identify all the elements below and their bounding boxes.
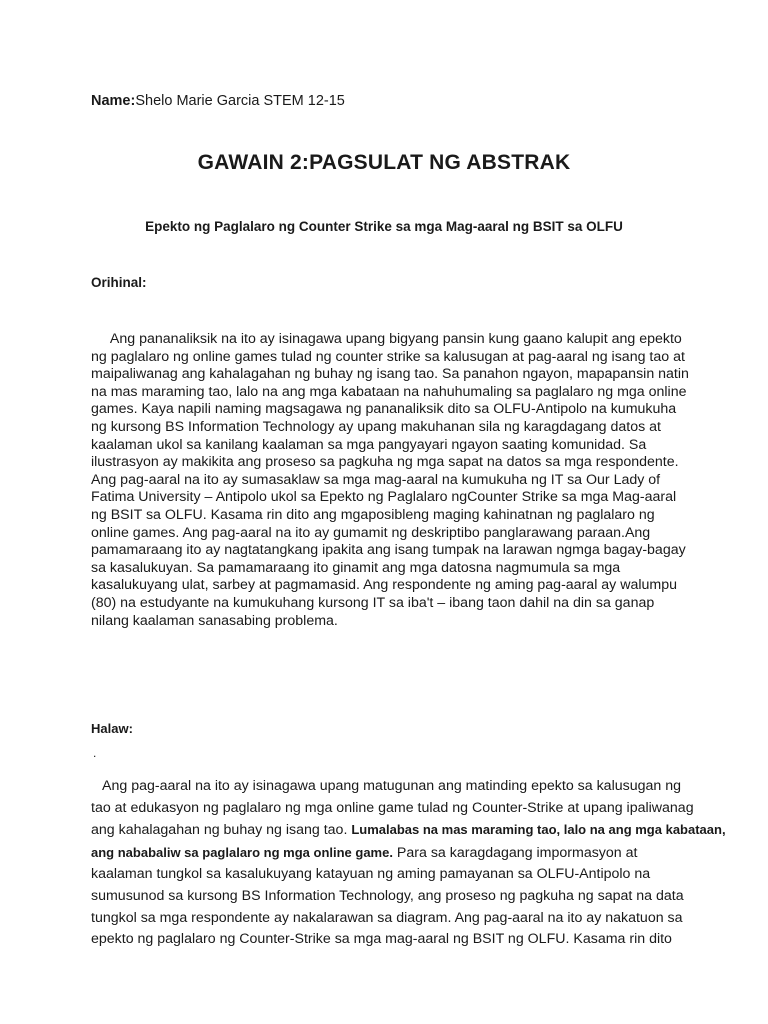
student-name-line [91,93,345,109]
highlighted-sentence: ang nababaliw sa paglalaro ng mga online game. [91,844,393,860]
paragraph-line: kasalukuyang ulat, sarbey at pagmamasid. Ang respondente ng aming pag-aaral ay walumpu [91,577,677,594]
line-segment: Para sa karagdagang impormasyon at [392,844,638,861]
paragraph-line [91,819,726,842]
paragraph-line [91,842,691,865]
stray-dot: . [93,746,97,760]
paragraph-line: Fatima University – Antipolo ukol sa Epekto ng Paglalaro ngCounter Strike sa mga Mag-aaral [91,489,677,506]
paragraph-line: sa kasalukuyan. Sa pamamaraang ito ginamit ang mga datosna nagmumula sa mga [91,559,621,576]
paragraph-line: sumusunod sa kursong BS Information Technology, ang proseso ng pagkuha ng sapat na data [91,887,684,904]
paragraph-line: tungkol sa mga respondente ay nakalarawan sa diagram. Ang pag-aaral na ito ay nakatuon sa [91,909,683,926]
paragraph-line: kaalaman ukol sa kanilang kaalaman sa mga pangyayari ngayon saating komunidad. Sa [91,436,647,453]
paragraph-line: pamamaraang ito ay nagtatangkang ipakita ang isang tumpak na larawan ngmga bagay-bagay [91,542,686,559]
paragraph-line: na mas maraming tao, lalo na ang mga kabataan na nahuhumaling sa paglalaro ng mga online [91,383,687,400]
orihinal-heading: Orihinal: [91,275,147,290]
paragraph-line: (80) na estudyante na kumukuhang kursong IT sa iba't – ibang taon dahil na din sa ganap [91,594,655,611]
document-title: GAWAIN 2:PAGSULAT NG ABSTRAK [197,151,571,174]
orihinal-paragraph [91,331,691,630]
document-subtitle: Epekto ng Paglalaro ng Counter Strike sa mga Mag-aaral ng BSIT sa OLFU [145,219,623,234]
paragraph-line: Ang pag-aaral na ito ay isinagawa upang matugunan ang matinding epekto sa kalusugan ng [91,778,681,794]
halaw-heading: Halaw: [91,721,133,736]
paragraph-line: nilang kaalaman sanasabing problema. [91,612,338,629]
paragraph-line: ng kursong BS Information Technology ay upang makuhanan sila ng karagdagang datos at [91,418,661,435]
paragraph-line: kaalaman tungkol sa kasalukuyang katayuan ng aming pamayanan sa OLFU-Antipolo na [91,866,651,883]
halaw-paragraph [91,776,726,951]
paragraph-line: epekto ng paglalaro ng Counter-Strike sa mga mag-aaral ng BSIT ng OLFU. Kasama rin dito [91,931,672,948]
paragraph-line: ng BSIT sa OLFU. Kasama rin dito ang mgaposibleng maging kahinatnan ng paglalaro ng [91,506,655,523]
paragraph-line: maipaliwanag ang kahalagahan ng buhay ng isang tao. Sa panahon ngayon, mapapansin natin [91,366,689,383]
highlighted-sentence: Lumalabas na mas maraming tao, lalo na ang mga kabataan, [351,822,726,838]
name-value: Shelo Marie Garcia STEM 12-15 [135,93,345,109]
line-segment: ang kahalagahan ng buhay ng isang tao. [91,822,352,839]
paragraph-line: Ang pananaliksik na ito ay isinagawa upang bigyang pansin kung gaano kalupit ang epekto [91,331,682,347]
paragraph-line: ilustrasyon ay makikita ang proseso sa pagkuha ng mga sapat na datos sa mga respondente. [91,454,679,471]
paragraph-line: tao at edukasyon ng paglalaro ng mga online game tulad ng Counter-Strike at upang ipaliwanag [91,799,694,816]
paragraph-line: games. Kaya napili naming magsagawa ng pananaliksik dito sa OLFU-Antipolo na kumukuha [91,401,677,418]
paragraph-line: Ang pag-aaral na ito ay sumasaklaw sa mga mag-aaral na kumukuha ng IT sa Our Lady of [91,471,661,488]
name-label: Name: [91,93,136,109]
paragraph-line: ng paglalaro ng online games tulad ng counter strike sa kalusugan at pag-aaral ng isang tao at [91,348,685,365]
paragraph-line: online games. Ang pag-aaral na ito ay gumamit ng deskriptibo panglarawang paraan.Ang [91,524,651,541]
